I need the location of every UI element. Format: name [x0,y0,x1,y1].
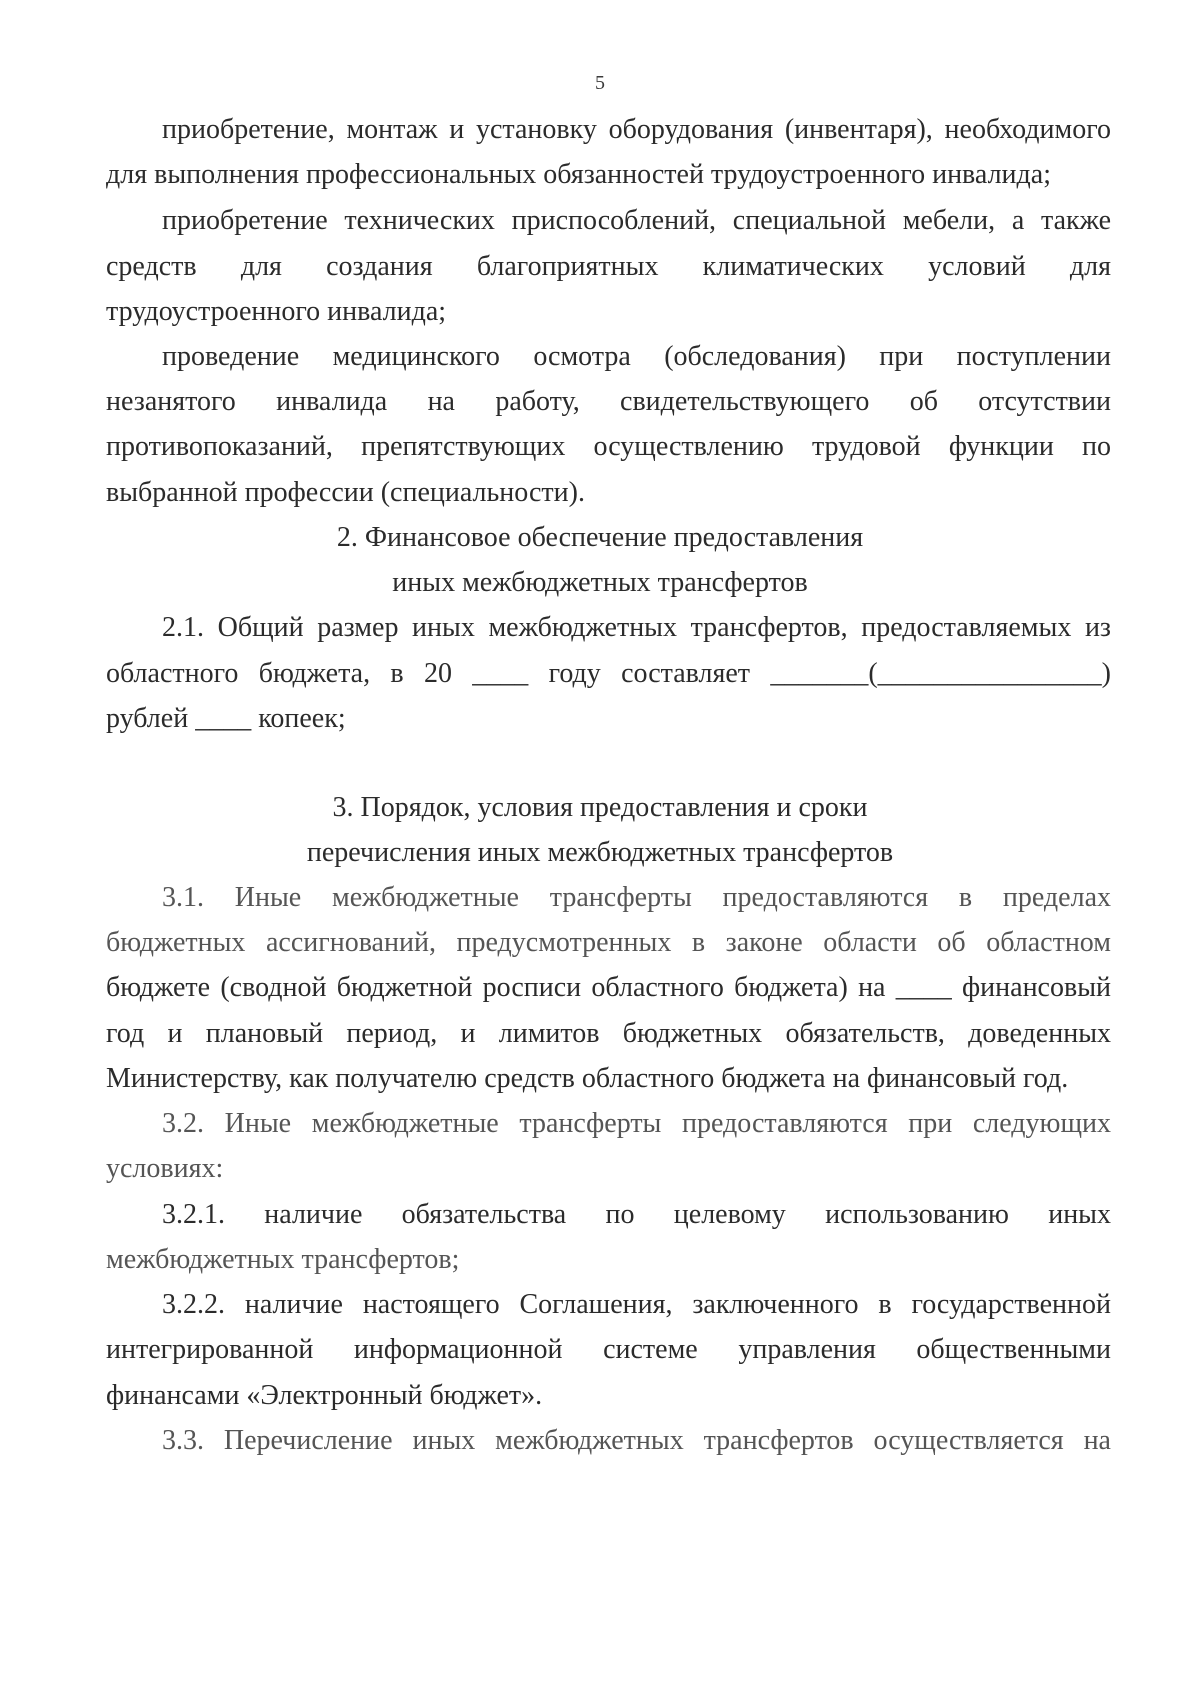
paragraph-line: интегрированной информационной системе управления общественными [106,1334,1111,1365]
paragraph-line: бюджете (сводной бюджетной росписи областного бюджета) на ____ финансовый [106,972,1111,1003]
paragraph-line: 3.2.1. наличие обязательства по целевому использованию иных [162,1199,1111,1230]
section-heading: 3. Порядок, условия предоставления и сроки [332,792,868,823]
paragraph-line: противопоказаний, препятствующих осуществлению трудовой функции по [106,431,1111,462]
paragraph-line: Министерству, как получателю средств областного бюджета на финансовый год. [106,1063,1069,1094]
paragraph-line: межбюджетных трансфертов; [106,1244,460,1275]
paragraph-line: для выполнения профессиональных обязанностей трудоустроенного инвалида; [106,159,1051,190]
paragraph-line: 3.2.2. наличие настоящего Соглашения, заключенного в государственной [162,1289,1111,1320]
paragraph-line: 3.3. Перечисление иных межбюджетных трансфертов осуществляется на [162,1425,1111,1456]
paragraph-line: год и плановый период, и лимитов бюджетных обязательств, доведенных [106,1018,1111,1049]
paragraph-line: незанятого инвалида на работу, свидетельствующего об отсутствии [106,386,1111,417]
paragraph-line: бюджетных ассигнований, предусмотренных в законе области об областном [106,927,1111,958]
paragraph-line: 3.1. Иные межбюджетные трансферты предоставляются в пределах [162,882,1111,913]
paragraph-line: средств для создания благоприятных климатических условий для [106,251,1111,282]
paragraph-line: рублей ____ копеек; [106,703,346,734]
paragraph-line: финансами «Электронный бюджет». [106,1380,543,1411]
paragraph-line: условиях: [106,1153,224,1184]
paragraph-line: приобретение технических приспособлений, специальной мебели, а также [162,205,1111,236]
paragraph-line: 2.1. Общий размер иных межбюджетных трансфертов, предоставляемых из [162,612,1111,643]
paragraph-line: областного бюджета, в 20 ____ году составляет _______(________________) [106,658,1111,689]
paragraph-line: 3.2. Иные межбюджетные трансферты предоставляются при следующих [162,1108,1111,1139]
paragraph-line: выбранной профессии (специальности). [106,477,585,508]
paragraph-line: приобретение, монтаж и установку оборудования (инвентаря), необходимого [162,114,1111,145]
section-heading: перечисления иных межбюджетных трансфертов [306,837,894,868]
paragraph-line: проведение медицинского осмотра (обследования) при поступлении [162,341,1111,372]
section-heading: иных межбюджетных трансфертов [392,567,808,598]
section-heading: 2. Финансовое обеспечение предоставления [336,522,864,553]
paragraph-line: трудоустроенного инвалида; [106,296,447,327]
page-number: 5 [595,72,605,94]
